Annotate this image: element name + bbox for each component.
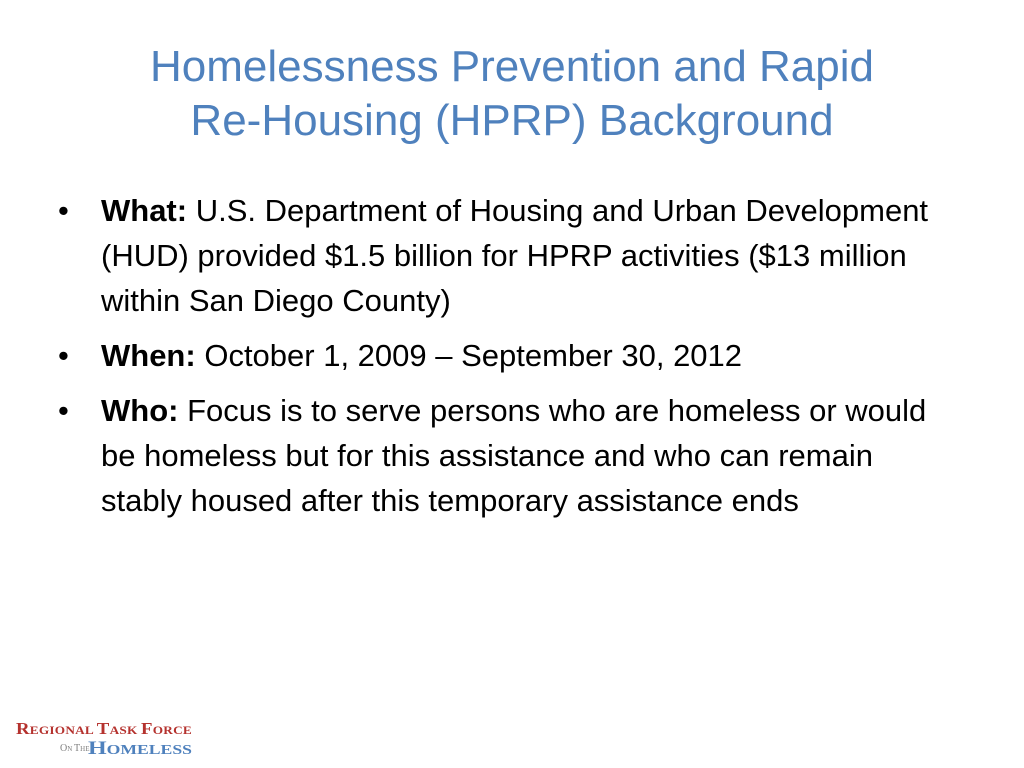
bullet-key-what: What: bbox=[101, 193, 188, 228]
title-line-1: Homelessness Prevention and Rapid bbox=[150, 42, 874, 91]
bullet-text-when: October 1, 2009 – September 30, 2012 bbox=[204, 338, 743, 373]
bullet-list bbox=[58, 188, 958, 533]
svg-text:HOMELESS: H OMELESS bbox=[88, 738, 175, 758]
bullet-who bbox=[58, 388, 958, 523]
bullet-text-who: Focus is to serve persons who are homeless or would be homeless but for this assistance and who can remain stably housed after this temporary assistance ends bbox=[101, 393, 927, 518]
bullet-when bbox=[58, 333, 958, 378]
bullet-key-who: Who: bbox=[101, 393, 179, 428]
slide-title bbox=[40, 40, 984, 148]
title-line-2: Re-Housing (HPRP) Background bbox=[190, 96, 834, 145]
bullet-text-what: U.S. Department of Housing and Urban Development (HUD) provided $1.5 billion for HPRP activities ($13 million within San Diego County) bbox=[101, 193, 929, 318]
bullet-dot-icon: • bbox=[58, 338, 69, 373]
svg-text:REGIONAL TASK FORCE: REGIONAL TASK FORCE bbox=[16, 719, 189, 738]
svg-text:ON THE: ON THE bbox=[60, 743, 90, 754]
bullet-key-when: When: bbox=[101, 338, 196, 373]
bullet-dot-icon: • bbox=[58, 193, 69, 228]
bullet-dot-icon: • bbox=[58, 393, 69, 428]
regional-task-force-logo bbox=[14, 714, 196, 758]
bullet-what bbox=[58, 188, 958, 323]
